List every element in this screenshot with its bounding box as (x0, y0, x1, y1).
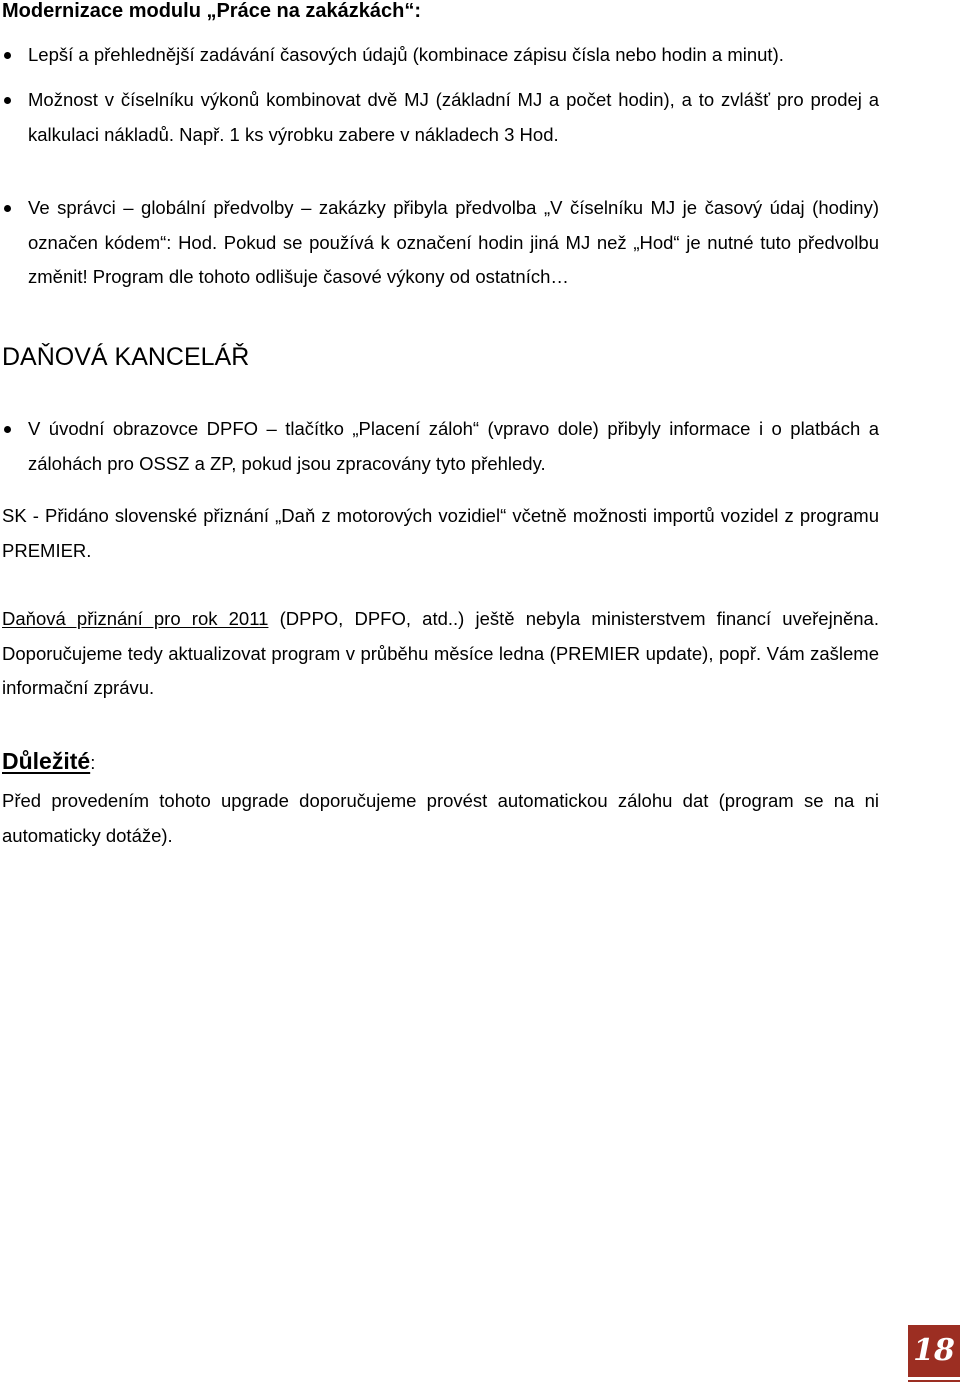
list-item-dpfo: V úvodní obrazovce DPFO – tlačítko „Placení záloh“ (vpravo dole) přibyly informace i o platbách a zálohách pro OSSZ a ZP, pokud jsou zpracovány tyto přehledy. (28, 418, 879, 474)
page-badge-underline (908, 1380, 960, 1382)
section-heading-tax-office: DAŇOVÁ KANCELÁŘ (2, 343, 250, 371)
important-colon: : (90, 752, 96, 773)
list-item-time-entry: Lepší a přehlednější zadávání časových údajů (kombinace zápisu čísla nebo hodin a minut). (28, 44, 784, 65)
section-title-job-module: Modernizace modulu „Práce na zakázkách“: (2, 0, 422, 22)
bullet-icon (4, 205, 11, 212)
bullet-icon (4, 52, 11, 59)
important-title: Důležité (2, 748, 91, 774)
bullet-icon (4, 97, 11, 104)
paragraph-sk: SK - Přidáno slovenské přiznání „Daň z motorových vozidiel“ včetně možnosti importů vozidel z programu PREMIER. (2, 505, 879, 561)
paragraph-tax-returns (2, 602, 879, 706)
important-heading (2, 741, 95, 783)
tax-returns-link[interactable]: Daňová přiznání pro rok 2011 (2, 608, 269, 629)
tax-returns-text: (DPPO, DPFO, atd..) ještě nebyla ministerstvem financí uveřejněna. Doporučujeme tedy aktualizovat program v průběhu měsíce ledna (PREMIER update), popř. Vám zašleme informační zprávu. (2, 608, 879, 698)
list-item-units: Možnost v číselníku výkonů kombinovat dvě MJ (základní MJ a počet hodin), a to zvlášť pro prodej a kalkulaci nákladů. Např. 1 ks výrobku zabere v nákladech 3 Hod. (28, 89, 879, 145)
bullet-icon (4, 426, 11, 433)
paragraph-important: Před provedením tohoto upgrade doporučujeme provést automatickou zálohu dat (program se na ni automaticky dotáže). (2, 790, 879, 846)
list-item-preset: Ve správci – globální předvolby – zakázky přibyla předvolba „V číselníku MJ je časový údaj (hodiny) označen kódem“: Hod. Pokud se používá k označení hodin jiná MJ než „Hod“ je nutné tuto předvolbu změnit! Program dle tohoto odlišuje časové výkony od ostatních… (28, 197, 879, 287)
page-number-badge: 18 (908, 1325, 960, 1377)
